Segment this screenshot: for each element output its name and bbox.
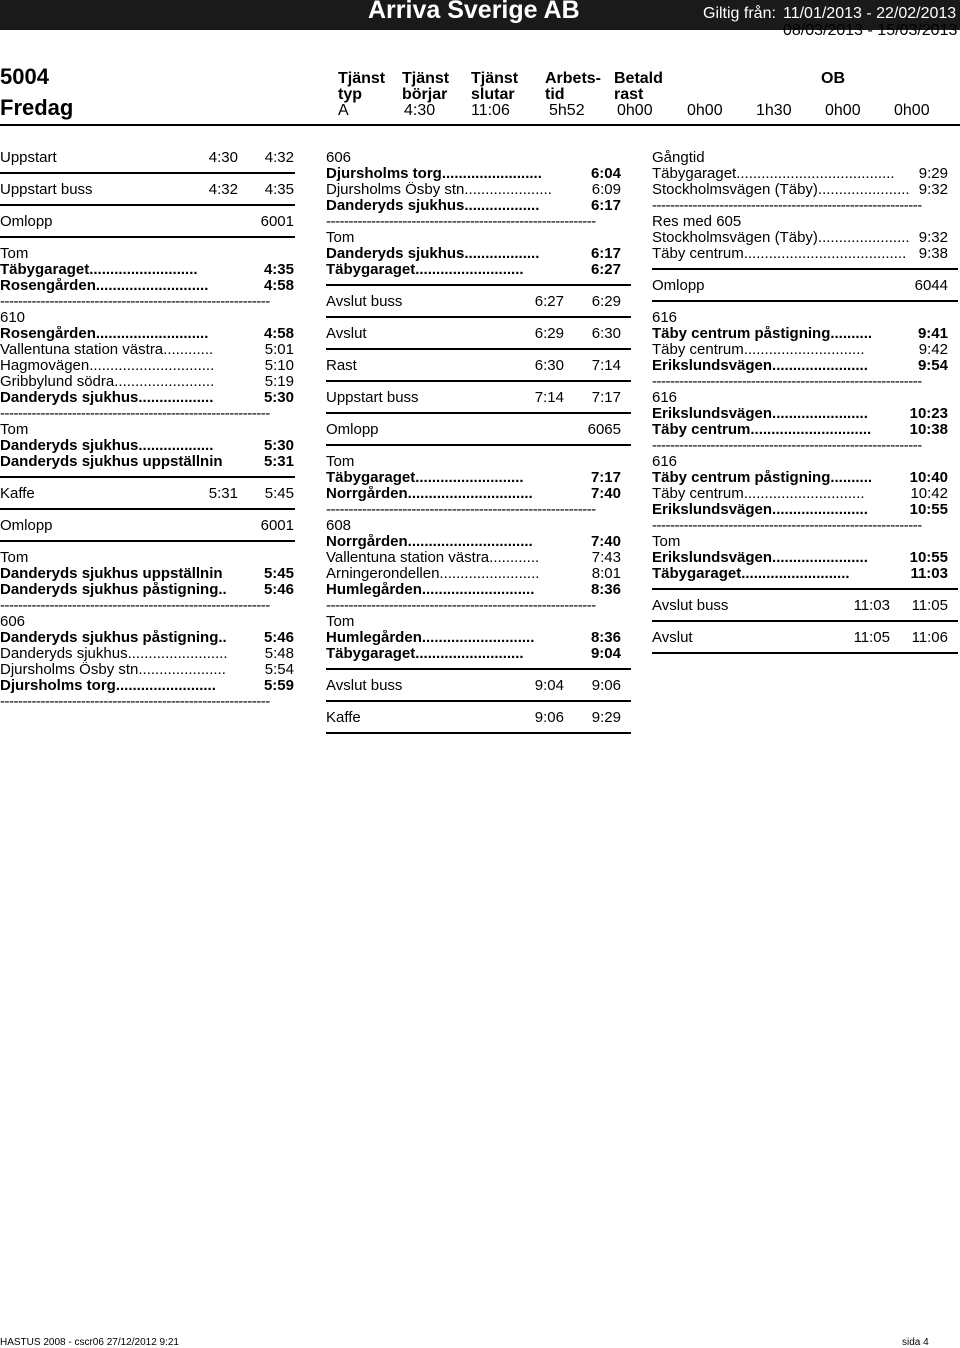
dashed-separator: ------------------------------------------------------------	[652, 374, 922, 390]
section-label: Gångtid	[652, 149, 705, 166]
stop-time: 6:09	[591, 181, 621, 198]
header-col-7-value: 0h00	[825, 102, 861, 119]
stop-row	[326, 486, 631, 502]
dashed-separator: ------------------------------------------------------------	[326, 598, 596, 614]
stop-row	[0, 630, 295, 646]
activity-start: 6:27	[534, 293, 564, 310]
activity-end: 6001	[260, 213, 294, 230]
activity-end: 4:32	[264, 149, 294, 166]
stop-time: 4:35	[263, 261, 294, 278]
section-label: Res med 605	[652, 213, 742, 230]
stop-name: Danderyds sjukhus påstigning..	[0, 582, 227, 598]
activity-label: Avslut buss	[326, 677, 403, 694]
schedule-column-2	[326, 150, 631, 742]
section-label: Tom	[326, 613, 355, 630]
stop-time: 10:55	[909, 501, 948, 518]
activity-row	[0, 214, 295, 230]
header-col-5-value: 0h00	[687, 102, 723, 119]
stop-time: 7:17	[590, 469, 621, 486]
dashed-separator: ------------------------------------------------------------	[652, 198, 922, 214]
section-label: Tom	[652, 533, 681, 550]
section-label: Tom	[326, 453, 355, 470]
header-col-0-line2: typ	[338, 86, 362, 103]
stop-row	[326, 566, 631, 582]
stop-time: 7:43	[591, 549, 621, 566]
stop-name: Täbygaraget..........................	[326, 470, 524, 486]
stop-name: Humlegården...........................	[326, 582, 535, 598]
dashed-separator: ------------------------------------------------------------	[0, 406, 270, 422]
row-divider	[326, 412, 631, 414]
stop-row	[0, 326, 295, 342]
stop-row	[652, 470, 958, 486]
stop-row	[0, 646, 295, 662]
stop-name: Täbygaraget..........................	[0, 262, 198, 278]
stop-name: Erikslundsvägen.......................	[652, 358, 868, 374]
activity-end: 6065	[587, 421, 621, 438]
stop-row	[326, 534, 631, 550]
stop-time: 10:23	[909, 405, 948, 422]
stop-row	[326, 582, 631, 598]
stop-time: 6:17	[590, 197, 621, 214]
activity-row	[326, 390, 631, 406]
stop-name: Erikslundsvägen.......................	[652, 406, 868, 422]
header-col-7-line1: OB	[821, 70, 845, 87]
stop-time: 9:29	[918, 165, 948, 182]
stop-row	[652, 486, 958, 502]
stop-name: Danderyds sjukhus..................	[326, 198, 540, 214]
activity-end: 6:30	[591, 325, 621, 342]
stop-time: 7:40	[590, 533, 621, 550]
section-label: 606	[0, 613, 26, 630]
day-of-week: Fredag	[0, 95, 74, 120]
header-divider	[0, 124, 960, 126]
stop-time: 10:55	[909, 549, 948, 566]
stop-time: 6:17	[590, 245, 621, 262]
stop-row	[326, 246, 631, 262]
stop-name: Täbygaraget..........................	[326, 262, 524, 278]
activity-end: 11:06	[911, 629, 948, 646]
stop-time: 10:42	[910, 485, 948, 502]
stop-row	[326, 550, 631, 566]
stop-name: Arningerondellen........................	[326, 566, 540, 582]
section-label: 608	[326, 517, 352, 534]
stop-name: Djursholms Ösby stn.....................	[0, 662, 226, 678]
stop-name: Vallentuna station västra............	[0, 342, 214, 358]
activity-start: 11:05	[853, 629, 890, 646]
stop-row	[0, 358, 295, 374]
stop-row	[326, 166, 631, 182]
stop-row	[652, 406, 958, 422]
stop-time: 4:58	[263, 277, 294, 294]
activity-label: Omlopp	[0, 517, 53, 534]
activity-start: 6:30	[534, 357, 564, 374]
stop-name: Danderyds sjukhus..................	[326, 246, 540, 262]
header-col-8-value: 0h00	[894, 102, 930, 119]
header-col-2-line2: slutar	[471, 86, 515, 103]
activity-end: 11:05	[911, 597, 948, 614]
duty-number: 5004	[0, 64, 49, 89]
header-col-4-line2: rast	[614, 86, 644, 103]
dashed-separator: ------------------------------------------------------------	[0, 598, 270, 614]
stop-row	[652, 566, 958, 582]
stop-name: Täby centrum.............................	[652, 486, 865, 502]
activity-start: 7:14	[534, 389, 564, 406]
stop-row	[326, 630, 631, 646]
stop-name: Djursholms torg........................	[326, 166, 542, 182]
stop-row	[0, 454, 295, 470]
stop-name: Täby centrum.......................................	[652, 246, 907, 262]
stop-time: 5:31	[263, 453, 294, 470]
row-divider	[0, 172, 295, 174]
schedule-column-3	[652, 150, 958, 662]
stop-time: 9:32	[918, 229, 948, 246]
stop-time: 5:48	[264, 645, 294, 662]
stop-time: 5:01	[264, 341, 294, 358]
walk-stop-row	[652, 246, 958, 262]
stop-name: Täby centrum.............................	[652, 342, 865, 358]
stop-name: Danderyds sjukhus..................	[0, 390, 214, 406]
stop-name: Humlegården...........................	[326, 630, 535, 646]
company-name: Arriva Sverige AB	[368, 0, 580, 24]
row-divider	[652, 652, 958, 654]
stop-time: 9:38	[918, 245, 948, 262]
stop-name: Täbygaraget......................................	[652, 166, 895, 182]
stop-time: 5:30	[263, 389, 294, 406]
activity-label: Rast	[326, 357, 357, 374]
activity-label: Avslut buss	[326, 293, 403, 310]
activity-row	[326, 326, 631, 342]
activity-label: Uppstart buss	[326, 389, 419, 406]
activity-start: 9:06	[534, 709, 564, 726]
section-label: Tom	[0, 421, 29, 438]
section-label: 616	[652, 453, 678, 470]
stop-row	[652, 358, 958, 374]
walk-stop-row	[652, 230, 958, 246]
stop-time: 9:32	[918, 181, 948, 198]
row-divider	[0, 236, 295, 238]
footer-page-number: sida 4	[902, 1337, 929, 1348]
stop-time: 5:46	[263, 581, 294, 598]
activity-row	[326, 294, 631, 310]
activity-start: 11:03	[853, 597, 890, 614]
header-col-1-line1: Tjänst	[402, 70, 450, 87]
header-col-2-value: 11:06	[471, 102, 510, 119]
activity-label: Omlopp	[652, 277, 705, 294]
stop-name: Danderyds sjukhus påstigning..	[0, 630, 227, 646]
stop-time: 10:40	[909, 469, 948, 486]
walk-stop-row	[652, 182, 958, 198]
header-col-6-value: 1h30	[756, 102, 792, 119]
section-label: 616	[652, 389, 678, 406]
stop-time: 5:45	[263, 565, 294, 582]
stop-name: Danderyds sjukhus........................	[0, 646, 228, 662]
activity-label: Avslut	[326, 325, 367, 342]
activity-row	[652, 598, 958, 614]
section-label: Tom	[0, 245, 29, 262]
activity-label: Avslut	[652, 629, 693, 646]
activity-end: 4:35	[264, 181, 294, 198]
stop-row	[652, 550, 958, 566]
section-label: Tom	[0, 549, 29, 566]
stop-row	[652, 422, 958, 438]
stop-name: Danderyds sjukhus uppställnin	[0, 454, 223, 470]
activity-label: Uppstart	[0, 149, 57, 166]
activity-end: 6001	[260, 517, 294, 534]
stop-row	[326, 262, 631, 278]
activity-end: 6044	[914, 277, 948, 294]
stop-row	[0, 438, 295, 454]
activity-label: Uppstart buss	[0, 181, 93, 198]
stop-row	[0, 278, 295, 294]
stop-name: Danderyds sjukhus uppställnin	[0, 566, 223, 582]
validity-period-1: 11/01/2013 - 22/02/2013	[783, 5, 957, 22]
section-label: Tom	[326, 229, 355, 246]
row-divider	[326, 444, 631, 446]
header-col-4-line1: Betald	[614, 70, 663, 87]
stop-row	[0, 662, 295, 678]
stop-time: 4:58	[263, 325, 294, 342]
stop-name: Djursholms torg........................	[0, 678, 216, 694]
header-col-3-line1: Arbets-	[545, 70, 602, 87]
activity-row	[0, 518, 295, 534]
stop-time: 6:27	[590, 261, 621, 278]
header-col-4-value: 0h00	[617, 102, 653, 119]
stop-time: 5:54	[264, 661, 294, 678]
row-divider	[652, 620, 958, 622]
row-divider	[326, 732, 631, 734]
validity-period-2: 08/03/2013 - 15/03/2013	[783, 22, 958, 39]
activity-start: 6:29	[534, 325, 564, 342]
stop-name: Vallentuna station västra............	[326, 550, 540, 566]
stop-time: 5:46	[263, 629, 294, 646]
stop-row	[0, 374, 295, 390]
header-col-0-value: A	[338, 102, 349, 119]
stop-time: 5:19	[264, 373, 294, 390]
dashed-separator: ------------------------------------------------------------	[0, 294, 270, 310]
stop-row	[0, 390, 295, 406]
activity-row	[652, 630, 958, 646]
stop-name: Rosengården...........................	[0, 278, 209, 294]
row-divider	[652, 588, 958, 590]
stop-time: 6:04	[590, 165, 621, 182]
activity-label: Omlopp	[326, 421, 379, 438]
stop-name: Danderyds sjukhus..................	[0, 438, 214, 454]
activity-row	[0, 150, 295, 166]
activity-row	[0, 182, 295, 198]
activity-start: 4:30	[208, 149, 238, 166]
stop-time: 9:41	[917, 325, 948, 342]
stop-name: Stockholmsvägen (Täby)......................	[652, 230, 910, 246]
stop-time: 5:10	[264, 357, 294, 374]
row-divider	[0, 508, 295, 510]
activity-start: 9:04	[534, 677, 564, 694]
activity-end: 7:14	[591, 357, 621, 374]
dashed-separator: ------------------------------------------------------------	[652, 518, 922, 534]
stop-time: 9:04	[590, 645, 621, 662]
activity-row	[326, 710, 631, 726]
stop-name: Täby centrum påstigning..........	[652, 326, 873, 342]
stop-time: 7:40	[590, 485, 621, 502]
activity-end: 7:17	[591, 389, 621, 406]
header-col-1-line2: börjar	[402, 86, 448, 103]
row-divider	[326, 668, 631, 670]
dashed-separator: ------------------------------------------------------------	[326, 502, 596, 518]
stop-row	[652, 502, 958, 518]
stop-row	[0, 566, 295, 582]
activity-end: 6:29	[591, 293, 621, 310]
stop-name: Täby centrum påstigning..........	[652, 470, 873, 486]
validity-label: Giltig från:	[703, 5, 776, 22]
activity-label: Omlopp	[0, 213, 53, 230]
stop-name: Erikslundsvägen.......................	[652, 502, 868, 518]
row-divider	[652, 268, 958, 270]
dashed-separator: ------------------------------------------------------------	[0, 694, 270, 710]
stop-name: Gribbylund södra........................	[0, 374, 215, 390]
row-divider	[0, 540, 295, 542]
stop-row	[326, 198, 631, 214]
activity-end: 9:06	[591, 677, 621, 694]
row-divider	[326, 700, 631, 702]
stop-time: 5:59	[263, 677, 294, 694]
stop-row	[326, 646, 631, 662]
activity-start: 4:32	[208, 181, 238, 198]
activity-row	[326, 678, 631, 694]
row-divider	[326, 316, 631, 318]
activity-end: 9:29	[591, 709, 621, 726]
dashed-separator: ------------------------------------------------------------	[652, 438, 922, 454]
stop-time: 9:42	[918, 341, 948, 358]
activity-label: Avslut buss	[652, 597, 729, 614]
stop-row	[0, 678, 295, 694]
stop-name: Stockholmsvägen (Täby)......................	[652, 182, 910, 198]
dashed-separator: ------------------------------------------------------------	[326, 214, 596, 230]
row-divider	[652, 300, 958, 302]
stop-name: Erikslundsvägen.......................	[652, 550, 868, 566]
stop-row	[652, 326, 958, 342]
footer-system-info: HASTUS 2008 - cscr06 27/12/2012 9:21	[0, 1337, 179, 1348]
stop-name: Rosengården...........................	[0, 326, 209, 342]
stop-time: 5:30	[263, 437, 294, 454]
schedule-column-1	[0, 150, 295, 710]
header-col-0-line1: Tjänst	[338, 70, 386, 87]
stop-row	[326, 470, 631, 486]
activity-row	[0, 486, 295, 502]
stop-time: 8:36	[590, 629, 621, 646]
stop-row	[0, 342, 295, 358]
stop-row	[326, 182, 631, 198]
row-divider	[326, 284, 631, 286]
stop-name: Djursholms Ösby stn.....................	[326, 182, 552, 198]
stop-name: Täbygaraget..........................	[652, 566, 850, 582]
stop-name: Norrgården..............................	[326, 534, 533, 550]
stop-name: Norrgården..............................	[326, 486, 533, 502]
stop-time: 11:03	[910, 565, 948, 582]
section-label: 616	[652, 309, 678, 326]
section-label: 610	[0, 309, 26, 326]
header-col-1-value: 4:30	[404, 102, 436, 119]
stop-time: 9:54	[917, 357, 948, 374]
activity-row	[652, 278, 958, 294]
stop-row	[652, 342, 958, 358]
stop-row	[0, 582, 295, 598]
row-divider	[326, 348, 631, 350]
header-col-3-line2: tid	[545, 86, 565, 103]
header-col-3-value: 5h52	[549, 102, 585, 119]
activity-label: Kaffe	[326, 709, 361, 726]
section-label: 606	[326, 149, 352, 166]
stop-name: Täby centrum.............................	[652, 422, 872, 438]
activity-label: Kaffe	[0, 485, 35, 502]
row-divider	[0, 476, 295, 478]
activity-row	[326, 358, 631, 374]
stop-row	[0, 262, 295, 278]
walk-stop-row	[652, 166, 958, 182]
row-divider	[326, 380, 631, 382]
row-divider	[0, 204, 295, 206]
activity-start: 5:31	[208, 485, 238, 502]
activity-end: 5:45	[264, 485, 294, 502]
stop-time: 10:38	[909, 421, 948, 438]
stop-time: 8:36	[590, 581, 621, 598]
stop-name: Hagmovägen..............................	[0, 358, 215, 374]
stop-name: Täbygaraget..........................	[326, 646, 524, 662]
activity-row	[326, 422, 631, 438]
header-col-2-line1: Tjänst	[471, 70, 519, 87]
stop-time: 8:01	[591, 565, 621, 582]
